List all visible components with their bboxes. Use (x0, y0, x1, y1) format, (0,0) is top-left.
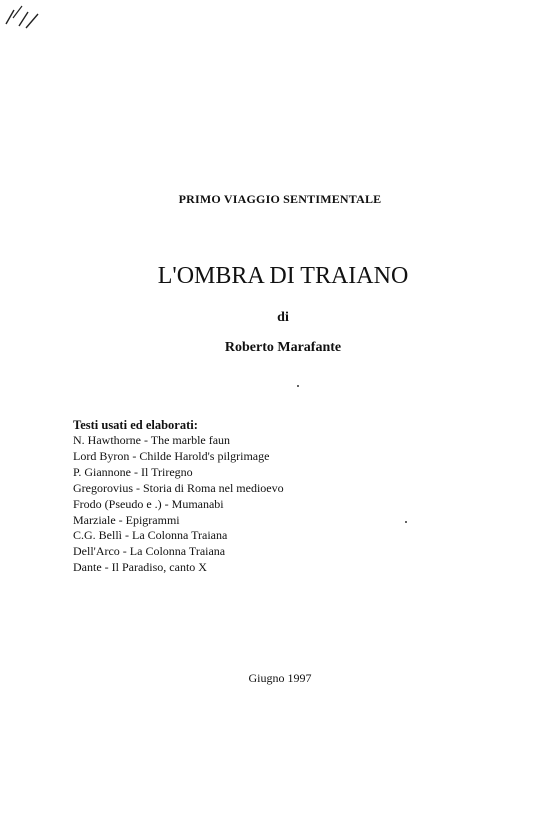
author-name: Roberto Marafante (224, 340, 342, 355)
source-item: Gregorovius - Storia di Roma nel medioevo (73, 480, 284, 495)
scan-speck (297, 385, 299, 387)
source-item: Dante - Il Paradiso, canto X (73, 560, 207, 575)
source-item: N. Hawthorne - The marble faun (73, 433, 231, 447)
source-item: Lord Byron - Childe Harold's pilgrimage (73, 448, 270, 463)
sources-list (73, 433, 473, 576)
source-item: C.G. Bellì - La Colonna Traiana (73, 528, 228, 543)
publication-date: Giugno 1997 (248, 671, 312, 685)
source-item: Dell'Arco - La Colonna Traiana (73, 544, 226, 559)
series-title: PRIMO VIAGGIO SENTIMENTALE (178, 192, 382, 206)
sources-section (73, 418, 473, 576)
source-item: Marziale - Epigrammi (73, 512, 180, 527)
document-title: L'OMBRA DI TRAIANO (157, 263, 409, 289)
by-word: di (277, 310, 289, 325)
sources-heading: Testi usati ed elaborati: (73, 418, 198, 432)
source-item: P. Giannone - Il Triregno (73, 464, 193, 479)
handwritten-mark-icon (4, 4, 44, 34)
source-item: Frodo (Pseudo e .) - Mumanabi (73, 496, 224, 511)
